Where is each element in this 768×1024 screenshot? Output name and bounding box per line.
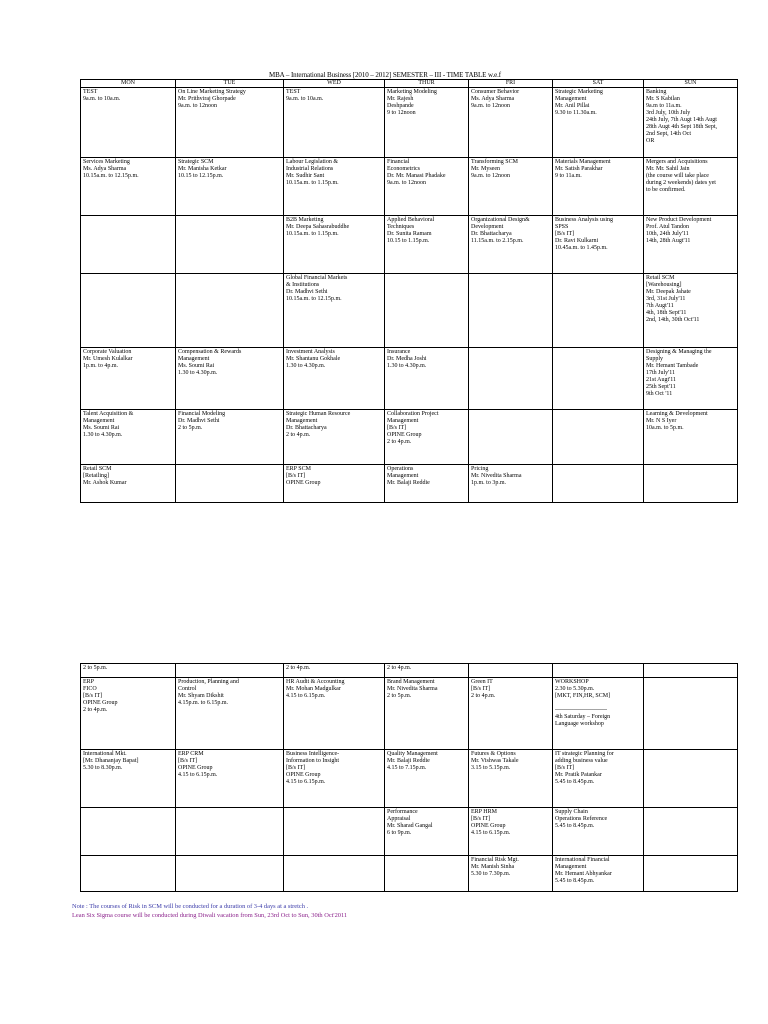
timetable-cell: Financial Risk Mgt. Mr. Manish Sinha 5.30 to 7.30p.m. — [469, 856, 553, 892]
timetable-cell — [644, 465, 738, 503]
timetable-cell: Strategic Marketing Management Mr. Anil Pillai 9.30 to 11.30a.m. — [553, 88, 644, 158]
timetable-cell: Marketing Modeling Mr. Rajesh Deshpande 9 to 12noon — [385, 88, 469, 158]
table-row — [81, 808, 738, 856]
timetable-cell: 2 to 5p.m. — [81, 664, 176, 678]
timetable-cell — [553, 410, 644, 465]
table-row — [81, 750, 738, 808]
timetable-cell — [553, 274, 644, 348]
timetable-cell: Financial Modeling Dr. Madhvi Sethi 2 to 5p.m. — [176, 410, 284, 465]
timetable-cell: Green IT [B/s IT] 2 to 4p.m. — [469, 678, 553, 750]
timetable-cell: Mergers and Acquisitions Mr. Mr. Sahil Jain (the course will take place during 2 weekends) dates yet to be confirmed. — [644, 158, 738, 216]
timetable-cell: Consumer Behavior Ms. Adya Sharma 9a.m. to 12noon — [469, 88, 553, 158]
timetable-cell: ERP SCM [B/s IT] OPINE Group — [284, 465, 385, 503]
timetable-cell — [644, 664, 738, 678]
timetable-cell: ERP CRM [B/s IT] OPINE Group 4.15 to 6.15p.m. — [176, 750, 284, 808]
timetable-cell: On Line Marketing Strategy Mr. Prithviraj Ghorpade 9a.m. to 12noon — [176, 88, 284, 158]
table-row — [81, 410, 738, 465]
timetable-cell: International Mkt. [Mr. Dhananjay Bapat] 5.30 to 8.30p.m. — [81, 750, 176, 808]
timetable-cell: Strategic Human Resource Management Dr. Bhattacharya 2 to 4p.m. — [284, 410, 385, 465]
timetable-cell: Designing & Managing the Supply Mr. Hemant Tambade 17th July'11 21st Augt'11 25th Sept'11 9th Oct '11 — [644, 348, 738, 410]
timetable-cell: Compensation & Rewards Management Ms. Soumi Rai 1.30 to 4.30p.m. — [176, 348, 284, 410]
table-row — [81, 664, 738, 678]
day-header-mon: MON — [81, 80, 176, 88]
timetable-cell — [176, 856, 284, 892]
timetable-cell: New Product Development Prof. Atul Tandon 10th, 24th July'11 14th, 28th Augt'11 — [644, 216, 738, 274]
timetable-cell: Insurance Dr. Medha Joshi 1.30 to 4.30p.m. — [385, 348, 469, 410]
timetable-cell: ERP HRM [B/s IT] OPINE Group 4.15 to 6.15p.m. — [469, 808, 553, 856]
timetable-cell: TEST 9a.m. to 10a.m. — [81, 88, 176, 158]
timetable-cell: Brand Management Mr. Nivedita Sharma 2 to 5p.m. — [385, 678, 469, 750]
timetable-cell — [644, 808, 738, 856]
table-row — [81, 678, 738, 750]
table-row — [81, 216, 738, 274]
day-header-fri: FRI — [469, 80, 553, 88]
timetable-cell: IT strategic Planning for adding business value [B/s IT] Mr. Pratik Patankar 5.45 to 8.45p.m. — [553, 750, 644, 808]
timetable-cell — [553, 465, 644, 503]
timetable-cell — [644, 750, 738, 808]
timetable-cell: Corporate Valuation Mr. Umesh Kulalkar 1p.m. to 4p.m. — [81, 348, 176, 410]
timetable-cell: Organizational Design& Development Dr. Bhattacharya 11.15a.m. to 2.15p.m. — [469, 216, 553, 274]
timetable-cell: Labour Legislation & Industrial Relations Mr. Sudhir Sant 10.15a.m. to 1.15p.m. — [284, 158, 385, 216]
table-row — [81, 348, 738, 410]
timetable-cell: Services Marketing Ms. Adya Sharma 10.15a.m. to 12.15p.m. — [81, 158, 176, 216]
timetable-cell — [469, 348, 553, 410]
timetable-cell — [81, 216, 176, 274]
timetable-cell — [385, 856, 469, 892]
timetable-cell — [81, 808, 176, 856]
timetable-cell: Retail SCM [Warehousing] Mr. Deepak Jahate 3rd, 31st July'11 7th Augt'11 4th, 18th Sept'11 2nd, 14th, 30th Oct'11 — [644, 274, 738, 348]
timetable-cell: Business Analysis using SPSS [B/s IT] Dr. Ravi Kulkarni 10.45a.m. to 1.45p.m. — [553, 216, 644, 274]
timetable-cell: Production, Planning and Control Mr. Shyam Dikshit 4.15p.m. to 6.15p.m. — [176, 678, 284, 750]
timetable-cell: Global Financial Markets & Institutions Dr. Madhvi Sethi 10.15a.m. to 12.15p.m. — [284, 274, 385, 348]
timetable-cell: Supply Chain Operations Reference 5.45 to 8.45p.m. — [553, 808, 644, 856]
timetable-cell: B2B Marketing Mr. Deepa Sahasrabuddhe 10.15a.m. to 1.15p.m. — [284, 216, 385, 274]
note-risk-scm: Note : The courses of Risk in SCM will be conducted for a duration of 3-4 days at a stretch . — [72, 903, 309, 910]
timetable-cell: Banking Mr. S Kabilan 9a.m to 11a.m. 3rd July, 10th July 24th July, 7th Augt 14th Augt 28th Augt 4th Sept 18th Sept, 2nd Sept, 14th Oct OR — [644, 88, 738, 158]
timetable-main — [80, 79, 738, 503]
table-row — [81, 856, 738, 892]
table-row — [81, 465, 738, 503]
day-header-thur: THUR — [385, 80, 469, 88]
timetable-cell: Business Intelligence- Information to Insight [B/s IT] OPINE Group 4.15 to 6.15p.m. — [284, 750, 385, 808]
timetable-cell — [176, 808, 284, 856]
day-header-sat: SAT — [553, 80, 644, 88]
timetable-cell — [176, 664, 284, 678]
timetable-cell: Materials Management Mr. Satish Parakhar 9 to 11a.m. — [553, 158, 644, 216]
document-title: MBA – International Business [2010 – 2012] SEMESTER – III - TIME TABLE w.e.f — [268, 71, 502, 79]
timetable-cell — [385, 274, 469, 348]
timetable-cell: Transforming SCM Mr. Myseen 9a.m. to 12noon — [469, 158, 553, 216]
timetable-cell — [553, 348, 644, 410]
timetable-continued — [80, 663, 738, 892]
day-header-wed: WED — [284, 80, 385, 88]
timetable-cell: Quality Management Mr. Balaji Reddie 4.15 to 7.15p.m. — [385, 750, 469, 808]
timetable-cell: TEST 9a.m. to 10a.m. — [284, 88, 385, 158]
timetable-cell: Pricing Mr. Nivedita Sharma 1p.m. to 3p.m. — [469, 465, 553, 503]
day-header-row — [81, 80, 738, 88]
timetable-cell: Strategic SCM Mr. Manisha Ketkar 10.15 to 12.15p.m. — [176, 158, 284, 216]
timetable-cell: Investment Analysis Mr. Shantanu Gokhale 1.30 to 4.30p.m. — [284, 348, 385, 410]
timetable-cell: Performance Appraisal Mr. Sharad Gangal 6 to 9p.m. — [385, 808, 469, 856]
timetable-cell: 2 to 4p.m. — [385, 664, 469, 678]
timetable-cell: HR Audit & Accounting Mr. Mohan Madgulkar 4.15 to 6.15p.m. — [284, 678, 385, 750]
timetable-cell — [644, 678, 738, 750]
timetable-cell: Talent Acquisition & Management Ms. Soumi Rai 1.30 to 4.30p.m. — [81, 410, 176, 465]
timetable-cell — [176, 216, 284, 274]
table-row — [81, 88, 738, 158]
timetable-cell: Collaboration Project Management [B/s IT] OPINE Group 2 to 4p.m. — [385, 410, 469, 465]
timetable-cell — [469, 410, 553, 465]
table-row — [81, 158, 738, 216]
timetable-cell — [644, 856, 738, 892]
timetable-cell: ERP FICO [B/s IT] OPINE Group 2 to 4p.m. — [81, 678, 176, 750]
day-header-sun: SUN — [644, 80, 738, 88]
timetable-cell — [284, 856, 385, 892]
timetable-cell: Retail SCM [Retailing] Mr. Ashok Kumar — [81, 465, 176, 503]
timetable-cell: Futures & Options Mr. Vishwas Takale 3.15 to 5.15p.m. — [469, 750, 553, 808]
timetable-cell: International Financial Management Mr. Hemant Abhyankar 5.45 to 8.45p.m. — [553, 856, 644, 892]
timetable-cell — [284, 808, 385, 856]
timetable-cell — [81, 856, 176, 892]
timetable-cell: Learning & Development Mr. N S Iyer 10a.m. to 5p.m. — [644, 410, 738, 465]
timetable-cell — [176, 465, 284, 503]
timetable-cell: WORKSHOP 2.30 to 5.30p.m. [MKT, FIN,HR, SCM] -------------------------- 4th Saturday – Foreign Language workshop — [553, 678, 644, 750]
note-lean-six-sigma: Lean Six Sigma course will be conducted during Diwali vacation from Sun, 23rd Oct to Sun, 30th Oct'2011 — [72, 912, 348, 919]
day-header-tue: TUE — [176, 80, 284, 88]
timetable-cell: Financial Econometrics Dr. Mr. Manasi Phadake 9a.m. to 12noon — [385, 158, 469, 216]
timetable-cell: 2 to 4p.m. — [284, 664, 385, 678]
timetable-cell — [469, 664, 553, 678]
timetable-cell: Applied Behavioral Techniques Dr. Sunita Ramam 10.15 to 1.15p.m. — [385, 216, 469, 274]
timetable-cell — [553, 664, 644, 678]
table-row — [81, 274, 738, 348]
timetable-cell — [176, 274, 284, 348]
timetable-cell: Operations Management Mr. Balaji Reddie — [385, 465, 469, 503]
timetable-cell — [81, 274, 176, 348]
timetable-cell — [469, 274, 553, 348]
